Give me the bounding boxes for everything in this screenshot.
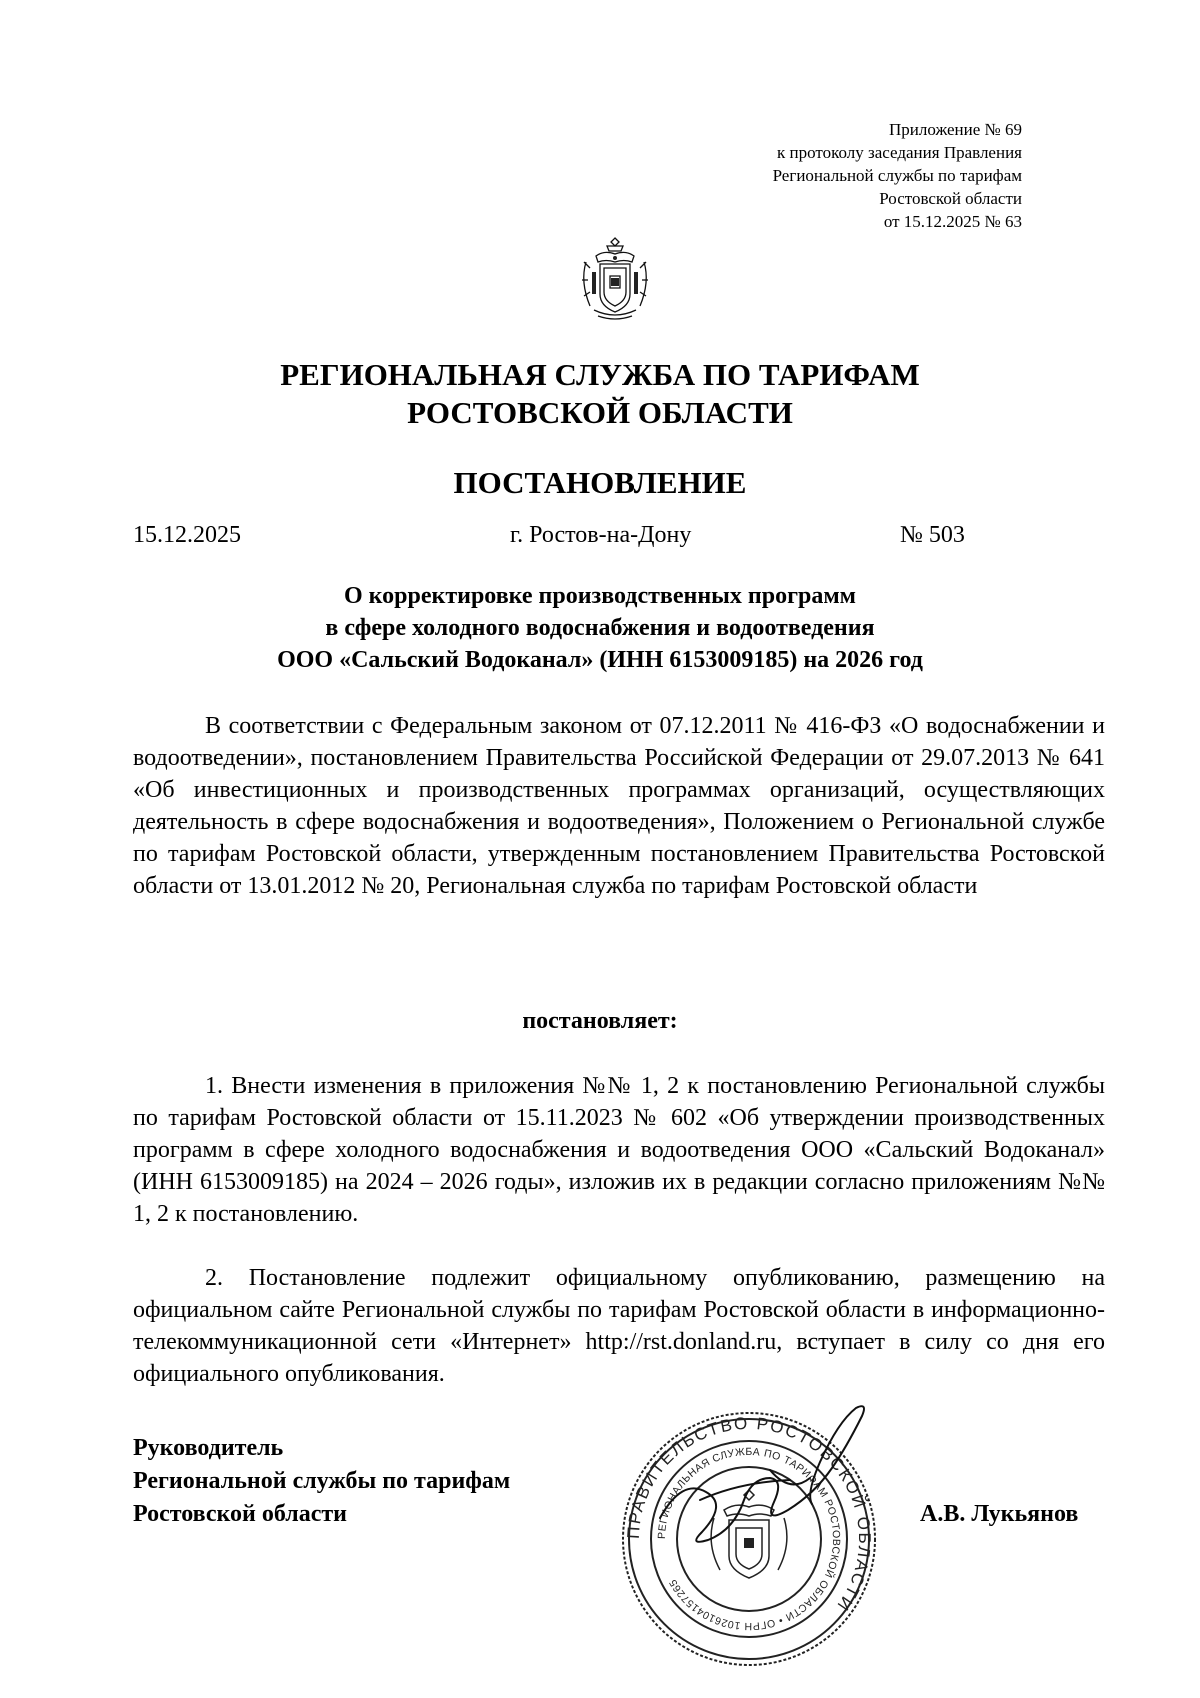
document-subject <box>100 580 1100 676</box>
seal-outer-text: ПРАВИТЕЛЬСТВО РОСТОВСКОЙ ОБЛАСТИ <box>623 1413 875 1616</box>
document-number: № 503 <box>900 522 965 548</box>
signer-position-line: Ростовской области <box>133 1501 347 1527</box>
organization-title-line: РОСТОВСКОЙ ОБЛАСТИ <box>407 395 793 430</box>
appendix-line: Приложение № 69 <box>889 120 1022 139</box>
document-date: 15.12.2025 <box>133 522 241 548</box>
decree-item: 1. Внести изменения в приложения №№ 1, 2 к постановлению Региональной службы по тарифам Ростовской области от 15.11.2023 № 602 «Об утверждении производственных программ в сфере холодного водоснабжения и водоотведения ООО «Сальский Водоканал» (ИНН 6153009185) на 2024 – 2026 годы», изложив их в редакции согласно приложениям №№ 1, 2 к постановлению. <box>133 1073 1105 1227</box>
subject-line: О корректировке производственных программ <box>343 583 857 609</box>
signer-position-line: Руководитель <box>133 1435 284 1461</box>
subject-line: ООО «Сальский Водоканал» (ИНН 6153009185) на 2026 год <box>277 647 923 673</box>
document-city: г. Ростов-на-Дону <box>510 522 692 548</box>
document-type-heading: ПОСТАНОВЛЕНИЕ <box>453 465 747 500</box>
coat-of-arms-icon <box>574 232 656 324</box>
signer-position-line: Региональной службы по тарифам <box>133 1468 511 1494</box>
appendix-line: к протоколу заседания Правления <box>777 143 1022 162</box>
signer-position <box>133 1432 510 1531</box>
organization-title-line: РЕГИОНАЛЬНАЯ СЛУЖБА ПО ТАРИФАМ <box>280 357 920 392</box>
appendix-line: Ростовской области <box>879 189 1022 208</box>
appendix-reference <box>622 118 1022 233</box>
decree-item: 2. Постановление подлежит официальному опубликованию, размещению на официальном сайте Региональной службы по тарифам Ростовской области в информационно-телекоммуникационной сети «Интернет» http://rst.donland.ru, вступает в силу со дня его официального опубликования. <box>133 1265 1105 1387</box>
appendix-line: от 15.12.2025 № 63 <box>883 212 1022 231</box>
signer-name: А.В. Лукьянов <box>920 1501 1079 1527</box>
preamble-paragraph: В соответствии с Федеральным законом от 07.12.2011 № 416-ФЗ «О водоснабжении и водоотведении», постановлением Правительства Российской Федерации от 29.07.2013 № 641 «Об инвестиционных и производственных программах организаций, осуществляющих деятельность в сфере водоснабжения и водоотведения», Положением о Региональной службе по тарифам Ростовской области, утвержденным постановлением Правительства Ростовской области от 13.01.2012 № 20, Региональная служба по тарифам Ростовской области <box>133 713 1105 899</box>
seal-inner-text: РЕГИОНАЛЬНАЯ СЛУЖБА ПО ТАРИФАМ РОСТОВСКОЙ ОБЛАСТИ • ОГРН 1026104157265 <box>655 1445 843 1633</box>
appendix-line: Региональной службы по тарифам <box>772 166 1022 185</box>
subject-line: в сфере холодного водоснабжения и водоотведения <box>325 615 875 641</box>
handwritten-signature <box>640 1400 890 1560</box>
organization-title <box>100 356 1100 432</box>
decree-word: постановляет: <box>522 1008 678 1034</box>
